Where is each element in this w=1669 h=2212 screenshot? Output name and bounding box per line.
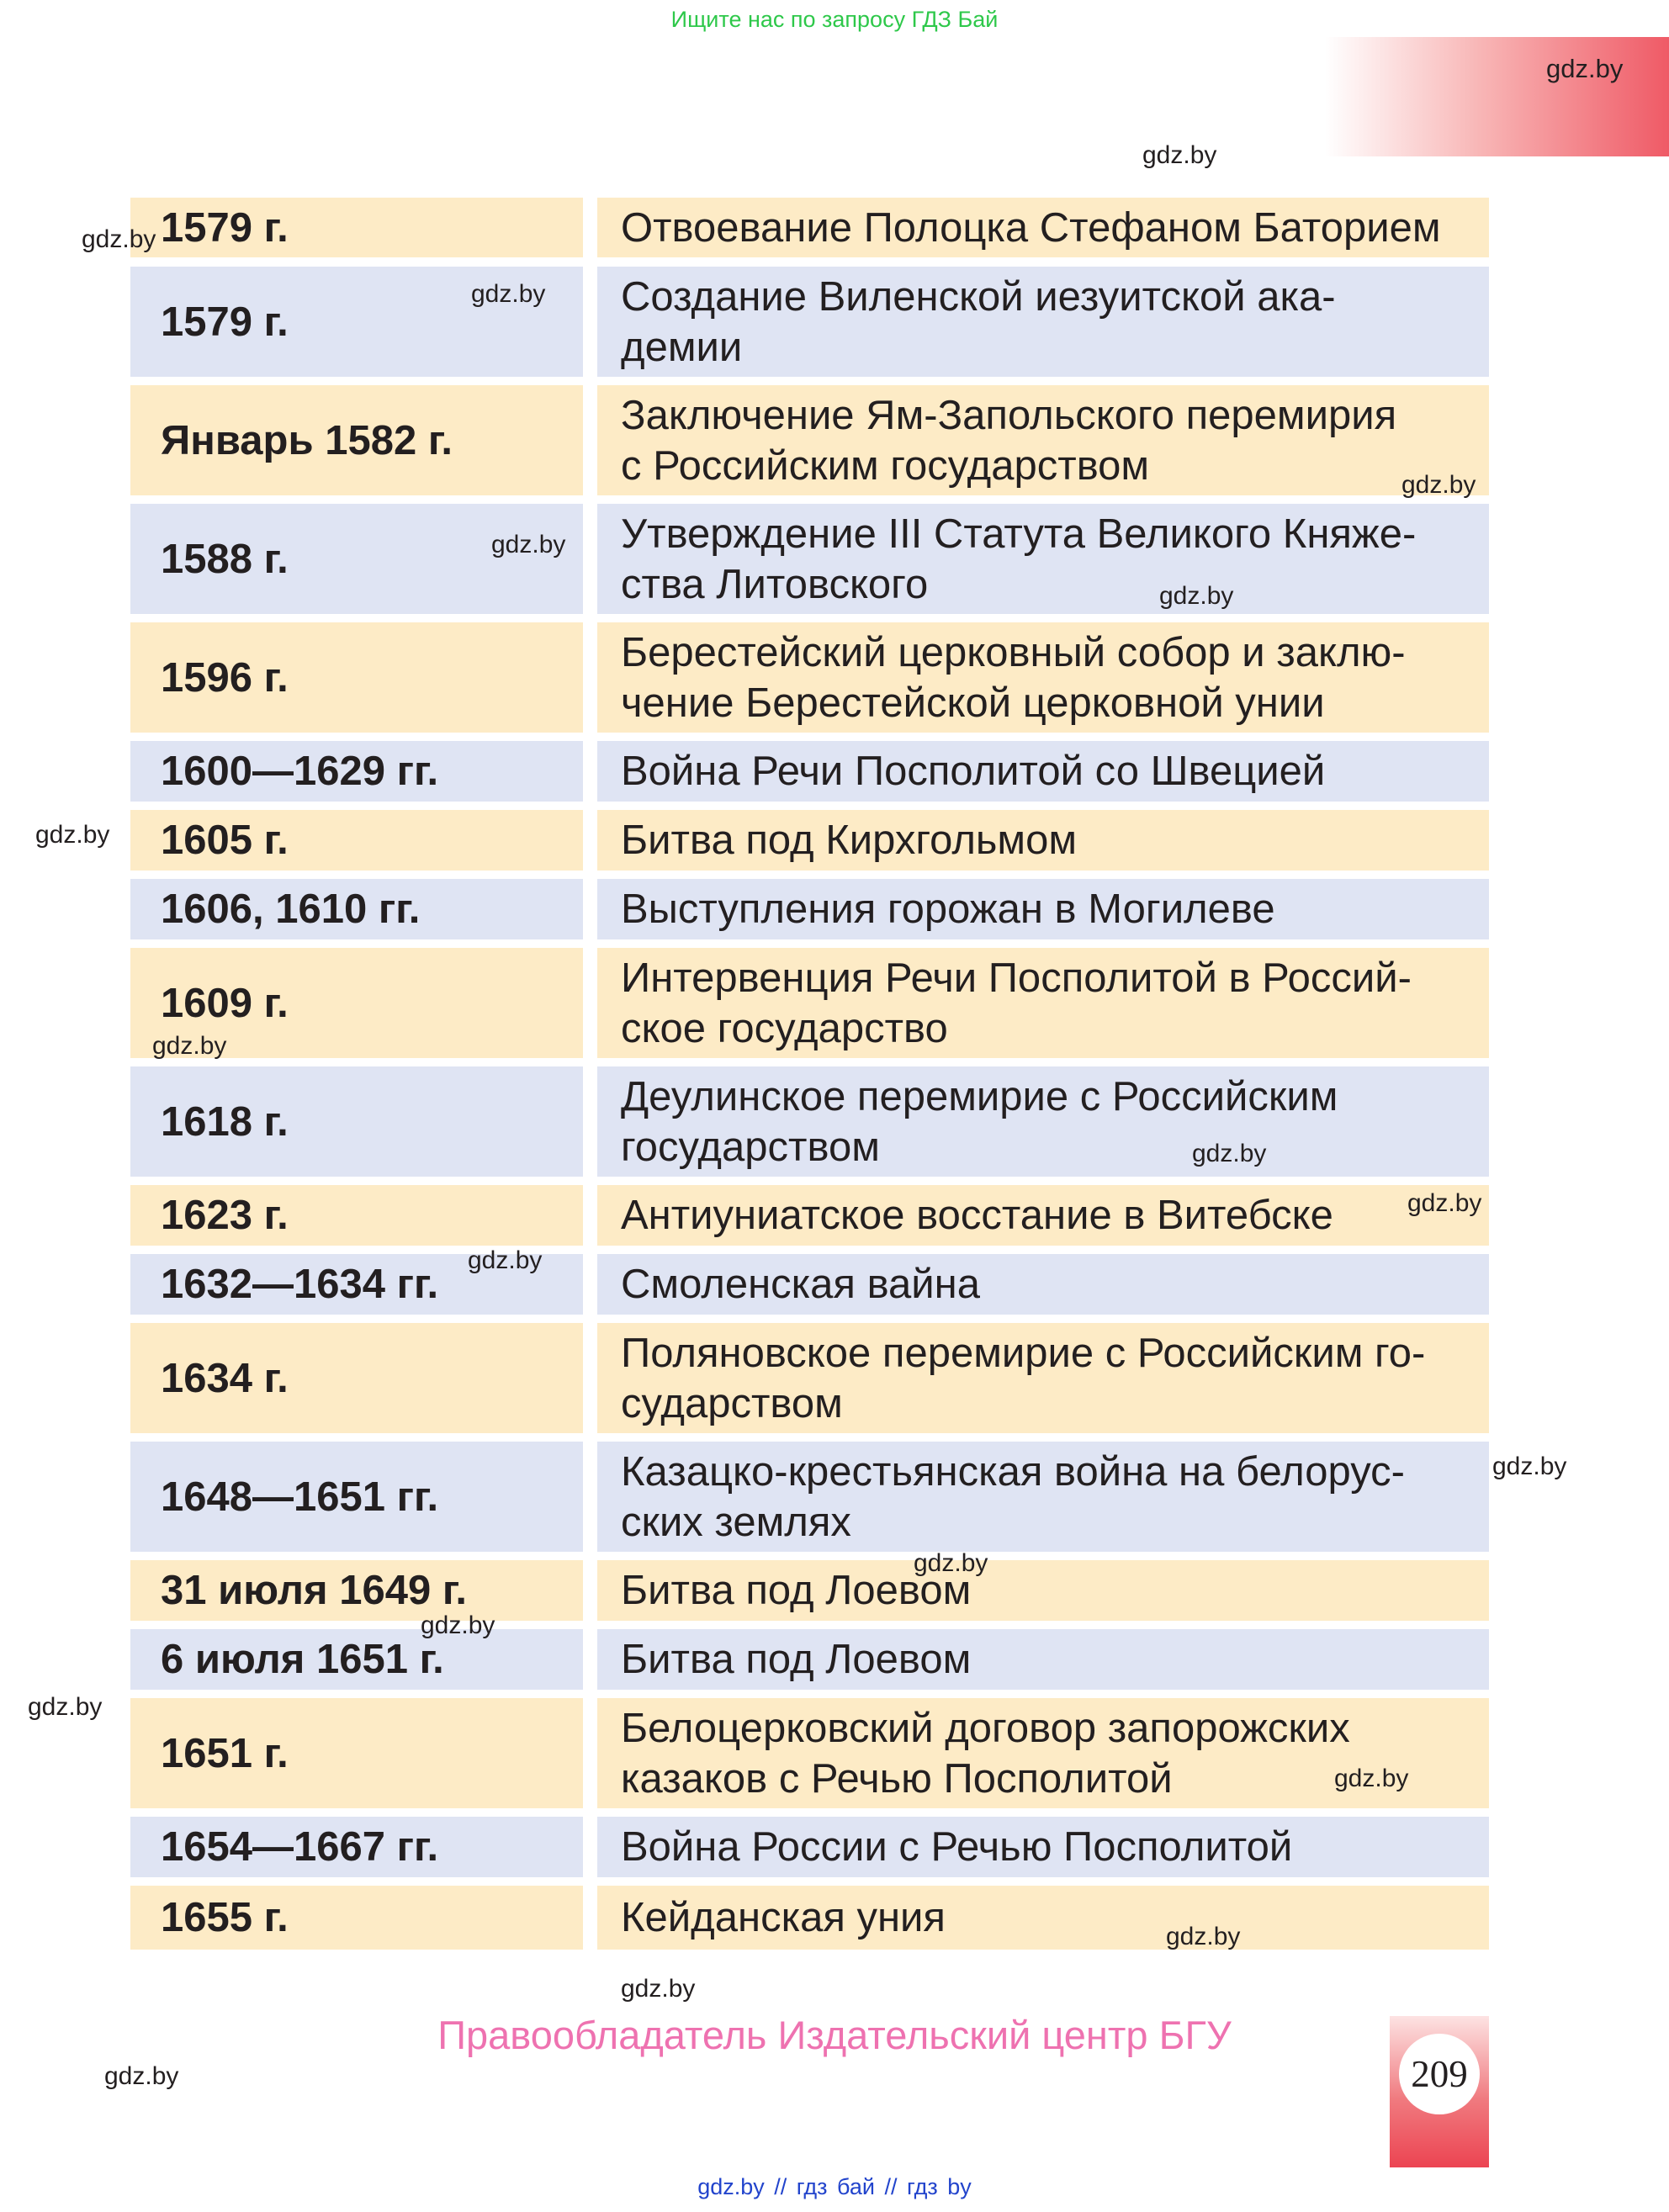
table-row xyxy=(130,1323,1489,1433)
table-row xyxy=(130,198,1489,257)
event-cell: Битва под Лоевом xyxy=(597,1629,1489,1690)
watermark: gdz.by xyxy=(35,821,110,849)
watermark: gdz.by xyxy=(1142,141,1217,169)
table-row xyxy=(130,1698,1489,1808)
watermark: gdz.by xyxy=(1334,1765,1409,1792)
table-row xyxy=(130,948,1489,1058)
watermark: gdz.by xyxy=(621,1975,696,2003)
table-row xyxy=(130,1560,1489,1621)
rights-holder-text: Правообладатель Издательский центр БГУ xyxy=(437,2013,1232,2057)
event-cell: Казацко-крестьянская война на белорус- ских землях xyxy=(597,1442,1489,1552)
date-cell: 1618 г. xyxy=(130,1066,583,1177)
watermark: gdz.by xyxy=(421,1611,495,1639)
watermark: gdz.by xyxy=(1492,1453,1567,1480)
date-cell: 1579 г. xyxy=(130,267,583,377)
table-row xyxy=(130,622,1489,733)
watermark: gdz.by xyxy=(914,1549,988,1577)
date-cell: 1609 г. xyxy=(130,948,583,1058)
top-banner[interactable]: Ищите нас по запросу ГДЗ Бай xyxy=(670,7,999,32)
date-cell: 1606, 1610 гг. xyxy=(130,879,583,939)
date-cell: 1651 г. xyxy=(130,1698,583,1808)
date-cell: 1654—1667 гг. xyxy=(130,1817,583,1877)
table-row xyxy=(130,879,1489,939)
page-number: 209 xyxy=(1399,2034,1480,2114)
table-row xyxy=(130,1886,1489,1950)
event-cell: Отвоевание Полоцка Стефаном Баторием xyxy=(597,198,1489,257)
bottom-links[interactable]: gdz.by // гдз бай // гдз by xyxy=(697,2174,972,2199)
corner-label: gdz.by xyxy=(1546,54,1624,83)
event-cell: Белоцерковский договор запорожских казаков с Речью Посполитой xyxy=(597,1698,1489,1808)
event-cell: Битва под Кирхгольмом xyxy=(597,810,1489,871)
table-row xyxy=(130,1629,1489,1690)
date-cell: 1579 г. xyxy=(130,198,583,257)
event-cell: Поляновское перемирие с Российским го- сударством xyxy=(597,1323,1489,1433)
date-cell: 6 июля 1651 г. xyxy=(130,1629,583,1690)
event-cell: Война России с Речью Посполитой xyxy=(597,1817,1489,1877)
event-cell: Кейданская уния xyxy=(597,1886,1489,1950)
table-row xyxy=(130,1817,1489,1877)
date-cell: 1634 г. xyxy=(130,1323,583,1433)
table-row xyxy=(130,1442,1489,1552)
table-row xyxy=(130,504,1489,614)
dates-table xyxy=(130,198,1489,1950)
event-cell: Деулинское перемирие с Российским государством xyxy=(597,1066,1489,1177)
date-cell: 1623 г. xyxy=(130,1185,583,1246)
event-cell: Интервенция Речи Посполитой в Россий- ское государство xyxy=(597,948,1489,1058)
date-cell: 1655 г. xyxy=(130,1886,583,1950)
date-cell: 31 июля 1649 г. xyxy=(130,1560,583,1621)
watermark: gdz.by xyxy=(1166,1923,1241,1950)
watermark: gdz.by xyxy=(491,531,566,558)
date-cell: 1596 г. xyxy=(130,622,583,733)
date-cell: 1600—1629 гг. xyxy=(130,741,583,802)
watermark: gdz.by xyxy=(1401,471,1476,499)
event-cell: Заключение Ям-Запольского перемирия с Российским государством xyxy=(597,385,1489,495)
table-row xyxy=(130,741,1489,802)
date-cell: 1632—1634 гг. xyxy=(130,1254,583,1315)
event-cell: Антиуниатское восстание в Витебске xyxy=(597,1185,1489,1246)
watermark: gdz.by xyxy=(152,1032,227,1060)
event-cell: Выступления горожан в Могилеве xyxy=(597,879,1489,939)
watermark: gdz.by xyxy=(82,225,156,253)
event-cell: Утверждение III Статута Великого Княже- ства Литовского xyxy=(597,504,1489,614)
table-row xyxy=(130,267,1489,377)
watermark: gdz.by xyxy=(468,1246,543,1274)
event-cell: Битва под Лоевом xyxy=(597,1560,1489,1621)
watermark: gdz.by xyxy=(1159,582,1234,610)
table-row xyxy=(130,1185,1489,1246)
table-row xyxy=(130,1066,1489,1177)
event-cell: Война Речи Посполитой со Швецией xyxy=(597,741,1489,802)
watermark: gdz.by xyxy=(1407,1189,1482,1217)
date-cell: 1605 г. xyxy=(130,810,583,871)
table-row xyxy=(130,810,1489,871)
date-cell: Январь 1582 г. xyxy=(130,385,583,495)
event-cell: Смоленская вайна xyxy=(597,1254,1489,1315)
event-cell: Создание Виленской иезуитской ака- демии xyxy=(597,267,1489,377)
watermark: gdz.by xyxy=(104,2062,179,2090)
table-row xyxy=(130,1254,1489,1315)
date-cell: 1648—1651 гг. xyxy=(130,1442,583,1552)
date-cell: 1588 г. xyxy=(130,504,583,614)
watermark: gdz.by xyxy=(28,1693,103,1721)
event-cell: Берестейский церковный собор и заклю- чение Берестейской церковной унии xyxy=(597,622,1489,733)
watermark: gdz.by xyxy=(471,280,546,308)
table-row xyxy=(130,385,1489,495)
watermark: gdz.by xyxy=(1192,1140,1267,1167)
